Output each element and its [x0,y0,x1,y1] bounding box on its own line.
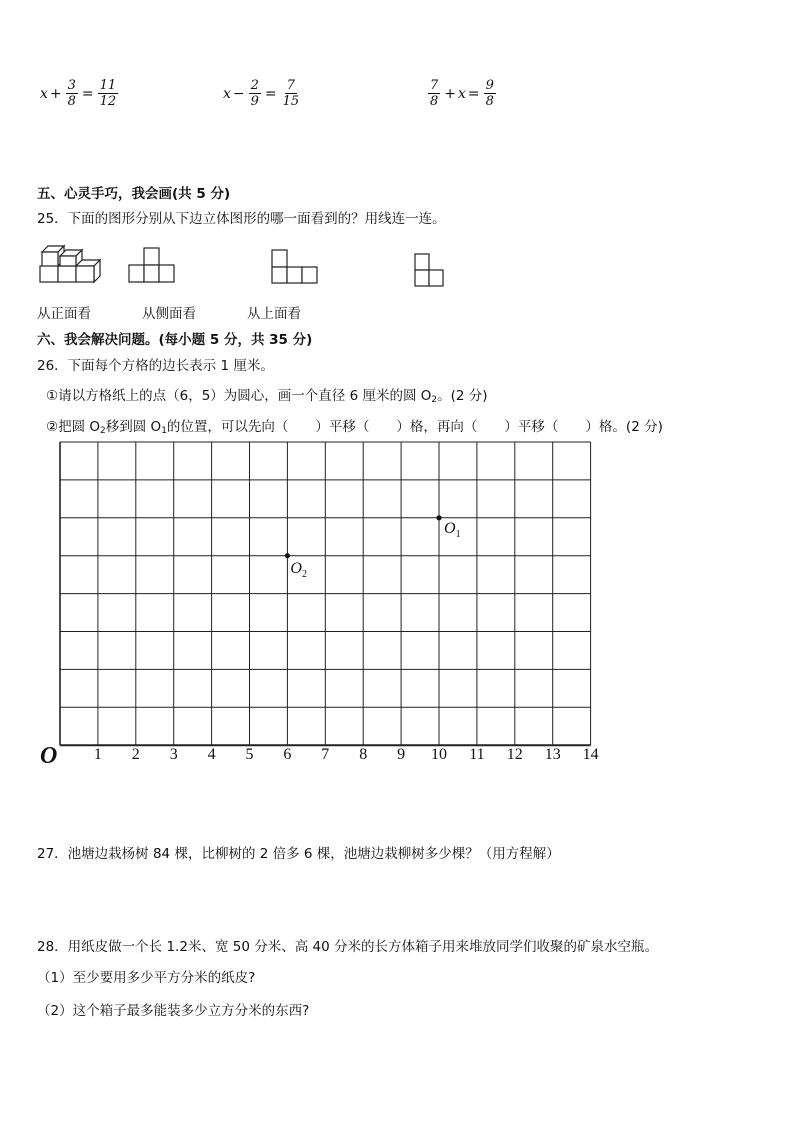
view-label-front: 从正面看 [37,306,91,322]
eq2-fraction-1: $\frac{2}{9}$ [250,78,259,109]
eq3-equals: = [467,85,480,102]
origin-label: O [40,743,58,769]
point-o1-label: $O_1$ [444,519,461,540]
question-27: 27．池塘边栽杨树 84 棵，比柳树的 2 倍多 6 棵，池塘边栽柳树多少棵？（用方程解） [37,846,560,862]
x-axis-tick-label: 11 [469,746,485,763]
eq2-op: − [232,85,245,102]
view-label-side: 从侧面看 [142,306,196,322]
grid-point [436,515,441,520]
x-axis-tick-label: 7 [321,746,330,763]
eq2-equals: = [264,85,277,102]
x-axis-tick-label: 6 [283,746,292,763]
x-axis-tick-label: 3 [169,746,178,763]
x-axis-tick-label: 12 [506,746,523,763]
question-28-part-2: （2）这个箱子最多能装多少立方分米的东西? [37,1003,310,1019]
eq2-var: x [223,85,231,102]
eq1-op: + [49,85,62,102]
question-26-part-1: ①请以方格纸上的点（6，5）为圆心，画一个直径 6 厘米的圆 $O_2$。(2 分) [46,388,488,405]
eq1-fraction-1: $\frac{3}{8}$ [67,78,76,109]
x-axis-tick-label: 8 [359,746,368,763]
section-5-title: 五、心灵手巧，我会画(共 5 分) [37,186,231,202]
x-axis-tick-label: 10 [431,746,447,763]
x-axis-tick-label: 13 [544,746,561,763]
question-26: 26．下面每个方格的边长表示 1 厘米。 [37,358,274,374]
eq1-equals: = [81,85,94,102]
eq3-fraction-2: $\frac{9}{8}$ [485,78,494,109]
x-axis-tick-label: 4 [207,746,216,763]
x-axis-tick-label: 14 [582,746,599,763]
question-28: 28．用纸皮做一个长 1.2米、宽 50 分米、高 40 分米的长方体箱子用来堆放同学们收聚的矿泉水空瓶。 [37,939,658,955]
question-28-part-1: （1）至少要用多少平方分米的纸皮? [37,970,256,986]
x-axis-tick-label: 5 [245,746,254,763]
view-label-top: 从上面看 [247,306,301,322]
x-axis-tick-label: 1 [93,746,102,763]
eq3-fraction-1: $\frac{7}{8}$ [430,78,439,109]
question-26-part-2: ②把圆 $O_2$移到圆 $O_1$的位置，可以先向（ ）平移（ ）格，再向（ ）平移（ ）格。(2 分) [46,419,663,436]
x-axis-tick-label: 9 [397,746,406,763]
eq3-var: x [458,85,466,102]
point-o2-label: $O_2$ [290,559,307,580]
eq1-fraction-2: $\frac{11}{12}$ [99,78,117,109]
x-axis-tick-label: 2 [131,746,140,763]
eq2-fraction-2: $\frac{7}{15}$ [282,78,300,109]
eq1-var: x [40,85,48,102]
grid-point [285,553,290,558]
section-6-title: 六、我会解决问题。(每小题 5 分，共 35 分) [37,332,313,348]
eq3-op: + [444,85,457,102]
question-25: 25．下面的图形分别从下边立体图形的哪一面看到的？用线连一连。 [37,211,446,227]
